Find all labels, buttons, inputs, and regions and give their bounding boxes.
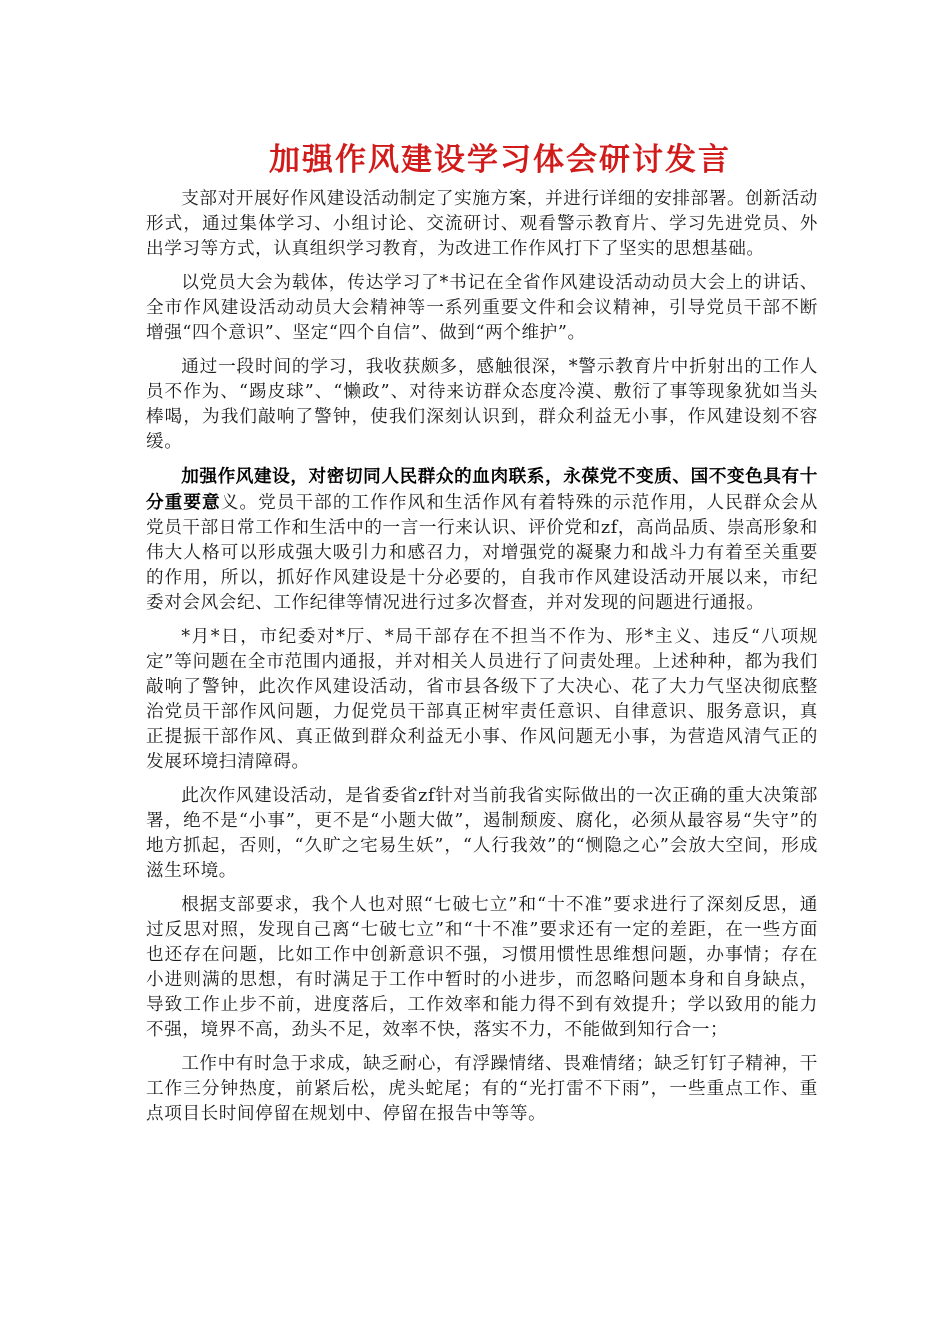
paragraph-4-bold-lead: 加强作风建设，对密切同人民群众的血肉联系，永葆党不变质、国不变色具有十分重要意 — [146, 466, 818, 513]
paragraph-2: 以党员大会为载体，传达学习了*书记在全省作风建设活动动员大会上的讲话、全市作风建设活动动员大会精神等一系列重要文件和会议精神，引导党员干部不断增强“四个意识”、坚定“四个自信”、做到“两个维护”。 — [146, 273, 818, 343]
paragraph-4-rest: 义。党员干部的工作作风和生活作风有着特殊的示范作用，人民群众会从党员干部日常工作和生活中的一言一行来认识、评价党和zf，高尚品质、崇高形象和伟大人格可以形成强大吸引力和感召力，对增强党的凝聚力和战斗力有着至关重要的作用，所以，抓好作风建设是十分必要的，自我市作风建设活动开展以来，市纪委对会风会纪、工作纪律等情况进行过多次督查，并对发现的问题进行通报。 — [146, 493, 819, 613]
paragraph-4 — [146, 464, 818, 616]
document-body — [146, 187, 818, 1136]
paragraph-5: *月*日，市纪委对*厅、*局干部存在不担当不作为、形*主义、违反“八项规定”等问题在全市范围内通报，并对相关人员进行了问责处理。上述种种，都为我们敲响了警钟，此次作风建设活动，省市县各级下了大决心、花了大力气坚决彻底整治党员干部作风问题，力促党员干部真正树牢责任意识、自律意识、服务意识，真正提振干部作风、真正做到群众利益无小事、作风问题无小事，为营造风清气正的发展环境扫清障碍。 — [146, 627, 818, 772]
paragraph-8: 工作中有时急于求成，缺乏耐心，有浮躁情绪、畏难情绪；缺乏钉钉子精神，干工作三分钟热度，前紧后松，虎头蛇尾；有的“光打雷不下雨”，一些重点工作、重点项目长时间停留在规划中、停留在报告中等等。 — [146, 1054, 818, 1124]
paragraph-3: 通过一段时间的学习，我收获颇多，感触很深，*警示教育片中折射出的工作人员不作为、“踢皮球”、“懒政”、对待来访群众态度冷漠、敷衍了事等现象犹如当头棒喝，为我们敲响了警钟，使我们深刻认识到，群众利益无小事，作风建设刻不容缓。 — [146, 357, 818, 452]
paragraph-6: 此次作风建设活动，是省委省zf针对当前我省实际做出的一次正确的重大决策部署，绝不是“小事”，更不是“小题大做”，遏制颓废、腐化，必须从最容易“失守”的地方抓起，否则，“久旷之宅易生妖”，“人行我效”的“恻隐之心”会放大空间，形成滋生环境。 — [146, 786, 818, 881]
document-title: 加强作风建设学习体会研讨发言 — [269, 142, 731, 178]
paragraph-7: 根据支部要求，我个人也对照“七破七立”和“十不准”要求进行了深刻反思，通过反思对照，发现自己离“七破七立”和“十不准”要求还有一定的差距，在一些方面也还存在问题，比如工作中创新意识不强，习惯用惯性思维想问题，办事情；存在小进则满的思想，有时满足于工作中暂时的小进步，而忽略问题本身和自身缺点，导致工作止步不前，进度落后，工作效率和能力得不到有效提升；学以致用的能力不强，境界不高，劲头不足，效率不快，落实不力，不能做到知行合一； — [146, 895, 818, 1040]
paragraph-1: 支部对开展好作风建设活动制定了实施方案，并进行详细的安排部署。创新活动形式，通过集体学习、小组讨论、交流研讨、观看警示教育片、学习先进党员、外出学习等方式，认真组织学习教育，为改进工作作风打下了坚实的思想基础。 — [146, 189, 818, 259]
